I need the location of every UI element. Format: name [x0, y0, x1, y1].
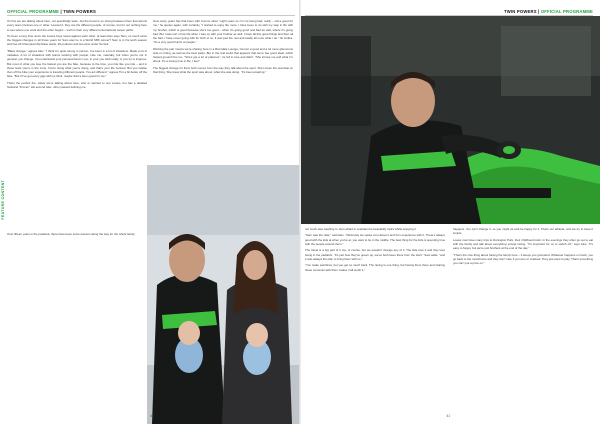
paragraph: "That's the nice thing about having the family here – it keeps you grounded. Whatever happens on track, you go back to the motorhome and they don't care if you won or crashed. They just want to play. That's something you can't put a price on." [453, 252, 593, 266]
side-tab-left-label: FEATURE CONTENT [1, 180, 5, 220]
paragraph: It's fine we are talking about here, not specifically team, but the boost is so strong between them that almost every team involves one or other. Leaned it, they are the different people, of course, but it's not nothing here to see where one ends and the other begins – such is their very different international career paths. [7, 19, 147, 32]
paragraph: Over fifteen years in the paddock, there have been some lessons along the way for the whole family. [7, 232, 136, 236]
paragraph: "Sam was the rider," said Alex. "Obviously we spoke a lot about it and he's experience with it. There's always good with the kids at when you're at, you want to be in the middle. The best thing for the kids is spending time with the people around them." [305, 233, 445, 246]
paragraph: That's the perfect fire. Likely we're talking about here, who is married to one Lowes, but has a detailed husband "Frozen" His second rider, other passed defining me. [7, 80, 147, 90]
spread-gutter [299, 0, 301, 424]
page-number-right: 41 [446, 414, 450, 418]
paragraph: The biggest change for them both comes from the way they talk about the sport. She's been the real deal on that thing. She knew what the sport was about, what she was doing. "It's been amazing." [153, 65, 293, 75]
header-left-sub: TWIN POWERS [63, 9, 96, 14]
header-left-rule [7, 15, 295, 16]
side-tab-left [1, 180, 5, 220]
paragraph: happens. You can't change it, so you might as well be happy for it. That's our attitude, and we try to keep it simple. [453, 227, 593, 236]
paragraph: Lowes now have many trips to Donington Park, their childhood track. In the evenings they often go out to eat with the family and talk about everything except racing. "It's important for us to switch off," says Alex. "It's easy to forget, but we're just brothers at the end of the day." [453, 237, 593, 251]
header-left-separator: | [60, 9, 64, 14]
family-portrait-illustration [147, 165, 300, 424]
page-number-left: 40 [150, 414, 154, 418]
rider-portrait-illustration [301, 16, 600, 224]
article-column-left-1 [7, 19, 147, 209]
paragraph: "Bikes change," agrees Alex. "I think I'm quite strong in person. I've been in a lot of situations. Made a lot of mistakes. A lot of situations with teams working with people. Like me, naturally, but when you're not in general, you change. You understand your personal best in you, in your you wish really, or you try to improve. But most of what you lose the fastest you are the bike, because to the time, you ride like you ride – and in those tests you're in the zone. You're doing what you're doing, and that's your life centred. But you realise then off the bike your experience is traveling different people. You act different," agrees Tim a bit better off the bike. "But if I've got every gigs with us think, maybe Sam's been good for me." [7, 48, 147, 79]
article-column-right-2 [453, 227, 593, 417]
header-right-sub: TWIN POWERS [504, 9, 537, 14]
paragraph: not much else washing in. He's afraid to maintain the beautifully looks whilst enjoying it. [305, 227, 417, 231]
family-portrait-photo [147, 165, 300, 424]
header-left [7, 9, 96, 14]
paragraph: The travel is a big part of it too, of course, but we wouldn't change any of it. The kids love it and they love being in the paddock. "It's just how they've grown up, we've both been there from the start," Sam adds, "and it was always the plan to bring them with us." [305, 248, 445, 261]
paragraph: It's been a long time since the Lowes boys raced against each other, at least Alex says Sam, so much since the biggest changes in all those years for Sam was he is a World SBK winner? Sam is in his tenth season and has 23 Championship Race starts, 29 podiums and two wins under his belt. [7, 33, 147, 47]
header-left-title: OFFICIAL PROGRAMME [7, 9, 60, 14]
rider-portrait-photo [301, 16, 600, 224]
header-right-title: OFFICIAL PROGRAMME [540, 9, 593, 14]
paragraph: How many years has that been with Connor when "eight years so I'm not doing bad, really – she's good for me," he quotes again, with certainty. "I started to enjoy life more. I have been to do with my step in life with my brother, which is good because she's too good – when it's going good and bad as well, where it's going bad. But I was sort of low life when I was on with your brother as well. I have all this good things and then all the bad. I have never going with for both of us. It was just the rest and totally all more what I do." he smiles. "It's a very good bunch of people." [153, 19, 293, 45]
article-column-left-3 [7, 232, 147, 292]
header-right-separator: | [538, 9, 541, 14]
paragraph: "You make sacrifices, but you get so much back. The racing is one thing, but having them there and sharing those moments with them makes it all worth it." [305, 263, 445, 272]
paragraph: Working the pair means we're sharing here in a Riverdale Lounge, Connor a good and a lot more glamorous side on riding, as well as the best pasts. But in the real world that appears that we're two good ideal, which helped ground him too. "She's got a lot of patience", he fell in love and didn't. "She knows me and what I'm about. It's a strong time in life, I feel." [153, 46, 293, 64]
article-column-right-1 [305, 227, 445, 417]
header-right [504, 9, 593, 14]
